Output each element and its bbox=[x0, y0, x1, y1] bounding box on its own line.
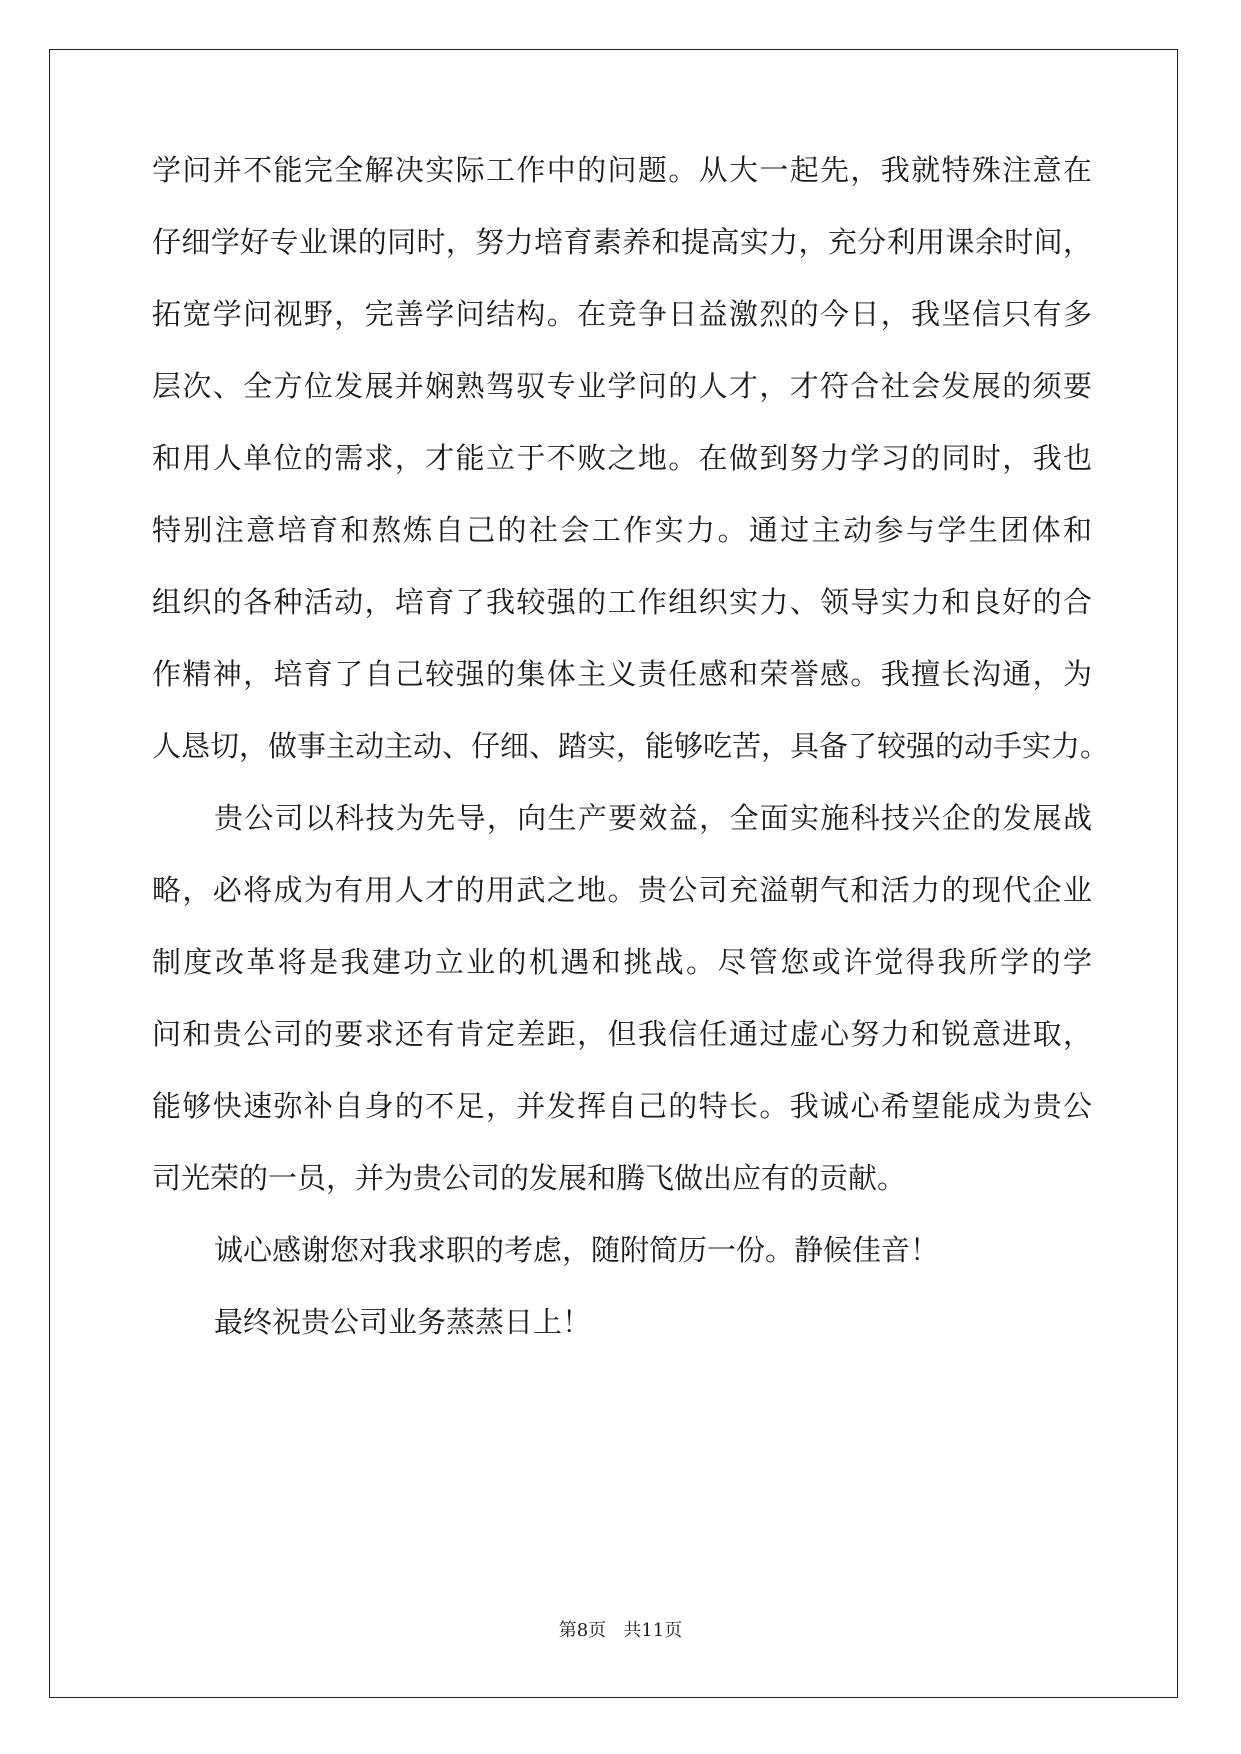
body-text-line: 仔细学好专业课的同时，努力培育素养和提高实力，充分利用课余时间， bbox=[152, 225, 1092, 259]
body-text-line: 层次、全方位发展并娴熟驾驭专业学问的人才，才符合社会发展的须要 bbox=[152, 369, 1092, 403]
body-text-line: 司光荣的一员，并为贵公司的发展和腾飞做出应有的贡献。 bbox=[152, 1161, 907, 1195]
body-text-line: 最终祝贵公司业务蒸蒸日上！ bbox=[214, 1305, 592, 1339]
body-text-line: 组织的各种活动，培育了我较强的工作组织实力、领导实力和良好的合 bbox=[152, 585, 1092, 619]
page-number: 第8页 bbox=[558, 1620, 607, 1641]
body-text-line: 问和贵公司的要求还有肯定差距，但我信任通过虚心努力和锐意进取， bbox=[152, 1017, 1092, 1051]
body-text-line: 和用人单位的需求，才能立于不败之地。在做到努力学习的同时，我也 bbox=[152, 441, 1092, 475]
body-text-line: 能够快速弥补自身的不足，并发挥自己的特长。我诚心希望能成为贵公 bbox=[152, 1089, 1092, 1123]
body-text-line: 人恳切，做事主动主动、仔细、踏实，能够吃苦，具备了较强的动手实力。 bbox=[152, 729, 1110, 763]
body-text-line: 学问并不能完全解决实际工作中的问题。从大一起先，我就特殊注意在 bbox=[152, 153, 1092, 187]
body-text-line: 略，必将成为有用人才的用武之地。贵公司充溢朝气和活力的现代企业 bbox=[152, 873, 1092, 907]
page-total: 共11页 bbox=[623, 1620, 683, 1641]
body-text-line: 作精神，培育了自己较强的集体主义责任感和荣誉感。我擅长沟通，为 bbox=[152, 657, 1092, 691]
body-text-line: 特别注意培育和熬炼自己的社会工作实力。通过主动参与学生团体和 bbox=[152, 513, 1092, 547]
body-text-line: 制度改革将是我建功立业的机遇和挑战。尽管您或许觉得我所学的学 bbox=[152, 945, 1092, 979]
page-footer bbox=[0, 1616, 1241, 1642]
body-text-line: 贵公司以科技为先导，向生产要效益，全面实施科技兴企的发展战 bbox=[214, 801, 1092, 835]
body-text-line: 拓宽学问视野，完善学问结构。在竞争日益激烈的今日，我坚信只有多 bbox=[152, 297, 1092, 331]
body-text-line: 诚心感谢您对我求职的考虑，随附简历一份。静候佳音！ bbox=[214, 1233, 940, 1267]
